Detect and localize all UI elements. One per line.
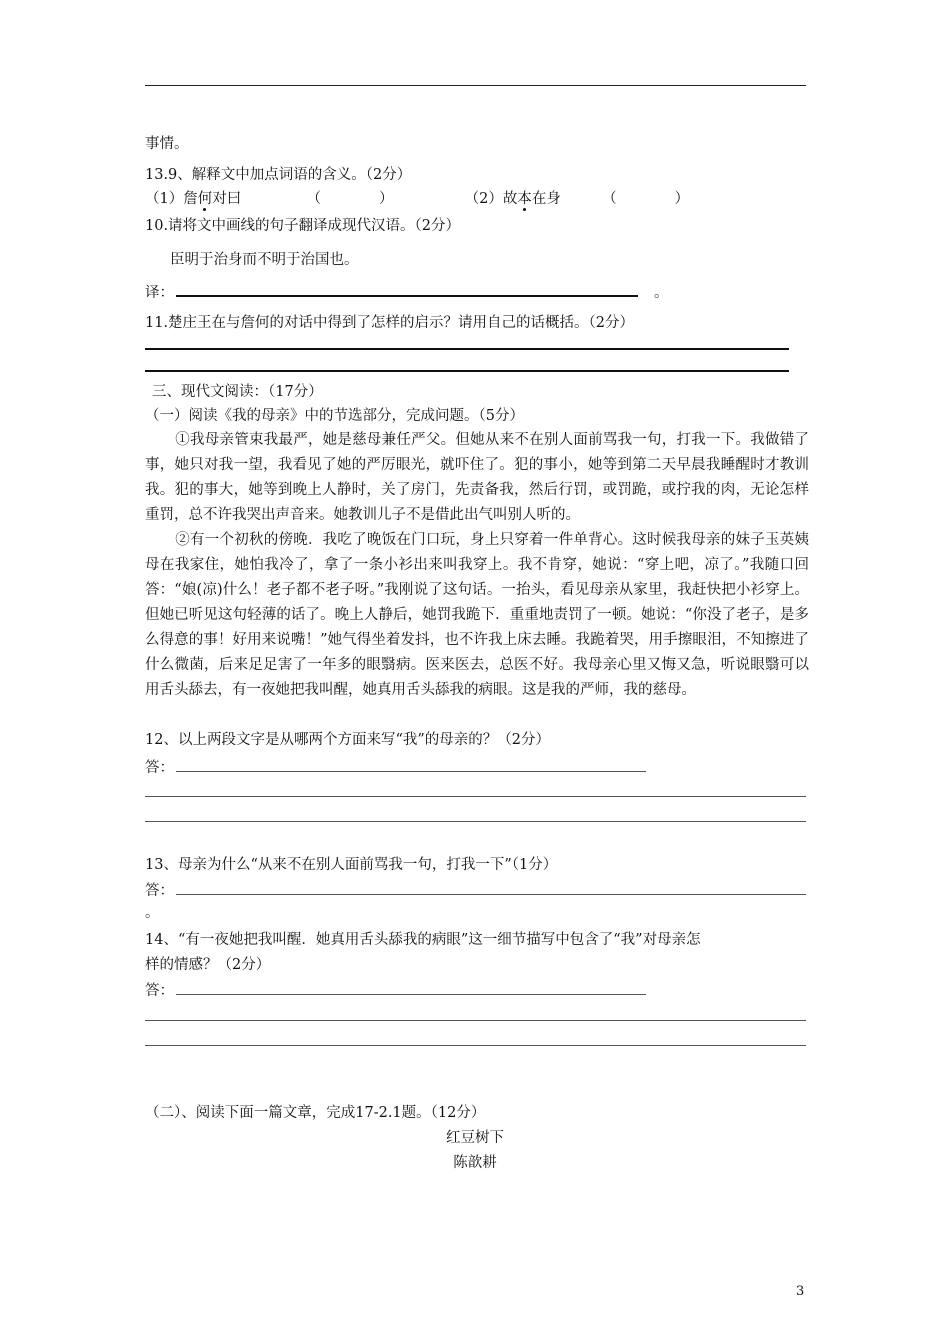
part1-title: （一）阅读《我的母亲》中的节选部分，完成问题。（5分） — [145, 408, 524, 424]
prev-question-end: 事情。 — [145, 136, 189, 152]
q14-answer-label: 答： — [145, 983, 174, 999]
q9-item1-text-a: 詹 — [183, 191, 198, 207]
q9-items — [145, 189, 689, 209]
q9-item2-dotted-char: 本 — [517, 191, 532, 207]
q12-answer-line-3 — [145, 821, 806, 822]
part2-title: （二）、阅读下面一篇文章，完成17-2.1题。（12分） — [145, 1105, 486, 1121]
q13-answer-label: 答： — [145, 883, 174, 899]
q11-title: 11.楚庄王在与詹何的对话中得到了怎样的启示？请用自己的话概括。（2分） — [145, 315, 635, 331]
q9-item1-blank: （ ） — [306, 191, 394, 207]
page-number: 3 — [796, 1284, 805, 1299]
header-rule — [145, 85, 806, 86]
q12-title: 12、以上两段文字是从哪两个方面来写“我”的母亲的？（2分） — [145, 732, 550, 748]
q14-title-line2: 样的情感？（2分） — [145, 957, 271, 973]
passage-para-2 — [145, 528, 809, 703]
q13-end: 。 — [145, 905, 160, 921]
q9-item1-dotted-char: 何 — [197, 191, 213, 207]
q11-answer-line-1 — [145, 348, 789, 350]
q13-answer-line — [176, 894, 806, 895]
q14-answer-line-3 — [145, 1045, 806, 1046]
q11-answer-line-2 — [145, 370, 789, 372]
q14-answer-line-1 — [176, 994, 646, 995]
q9-item1-prefix: （1） — [145, 191, 184, 207]
q9-item1-text-b: 对曰 — [212, 191, 242, 207]
q10-end: 。 — [654, 285, 669, 301]
q9-title: 13.9、解释文中加点词语的含义。（2分） — [145, 167, 412, 183]
q12-answer-label: 答： — [145, 760, 174, 776]
article-title: 红豆树下 — [446, 1130, 504, 1146]
q9-item2-prefix: （2）故 — [464, 191, 518, 207]
q10-title: 10.请将文中画线的句子翻译成现代汉语。（2分） — [145, 218, 461, 234]
section3-title: 三、现代文阅读：（17分） — [152, 384, 323, 400]
passage-para-2-text: ②有一个初秋的傍晚．我吃了晚饭在门口玩，身上只穿着一件单背心。这时候我母亲的妹子玉英姨母在我家住，她怕我冷了，拿了一条小衫出来叫我穿上。我不肯穿，她说：“穿上吧，凉了。”我随口回答：“娘(凉)什么！老子都不老子呀。”我刚说了这句话。一抬头，看见母亲从家里，我赶快把小衫穿上。但她已听见这句轻薄的话了。晚上人静后，她罚我跪下．重重地责罚了一顿。她说：“你没了老子，是多么得意的事！好用来说嘴！”她气得坐着发抖，也不许我上床去睡。我跪着哭，用手擦眼泪，不知擦进了什么微菌，后来足足害了一年多的眼翳病。医来医去，总医不好。我母亲心里又悔又急，听说眼翳可以用舌头舔去，有一夜她把我叫醒，她真用舌头舔我的病眼。这是我的严师，我的慈母。 — [145, 532, 809, 698]
article-author: 陈歆耕 — [453, 1155, 497, 1171]
q10-label: 译： — [145, 285, 174, 301]
passage-para-1 — [145, 428, 809, 528]
q10-sentence: 臣明于治身而不明于治国也。 — [170, 252, 359, 268]
q9-item2-blank: （ ） — [602, 191, 690, 207]
q14-answer-line-2 — [145, 1020, 806, 1021]
q12-answer-line-1 — [176, 771, 646, 772]
q12-answer-line-2 — [145, 796, 806, 797]
q9-item2-text-b: 在身 — [531, 191, 561, 207]
passage-para-1-text: ①我母亲管束我最严，她是慈母兼任严父。但她从来不在别人面前骂我一句，打我一下。我做错了事，她只对我一望，我看见了她的严厉眼光，就吓住了。犯的事小，她等到第二天早晨我睡醒时才教训我。犯的事大，她等到晚上人静时，关了房门，先责备我，然后行罚，或罚跪，或拧我的肉，无论怎样重罚，总不许我哭出声音来。她教训儿子不是借此出气叫别人听的。 — [145, 432, 809, 523]
q10-answer-line — [176, 295, 638, 297]
q14-title-line1: 14、“有一夜她把我叫醒．她真用舌头舔我的病眼”这一细节描写中包含了“我”对母亲怎 — [145, 932, 701, 948]
q13-title: 13、母亲为什么“从来不在别人面前骂我一句，打我一下”（1分） — [145, 857, 558, 873]
